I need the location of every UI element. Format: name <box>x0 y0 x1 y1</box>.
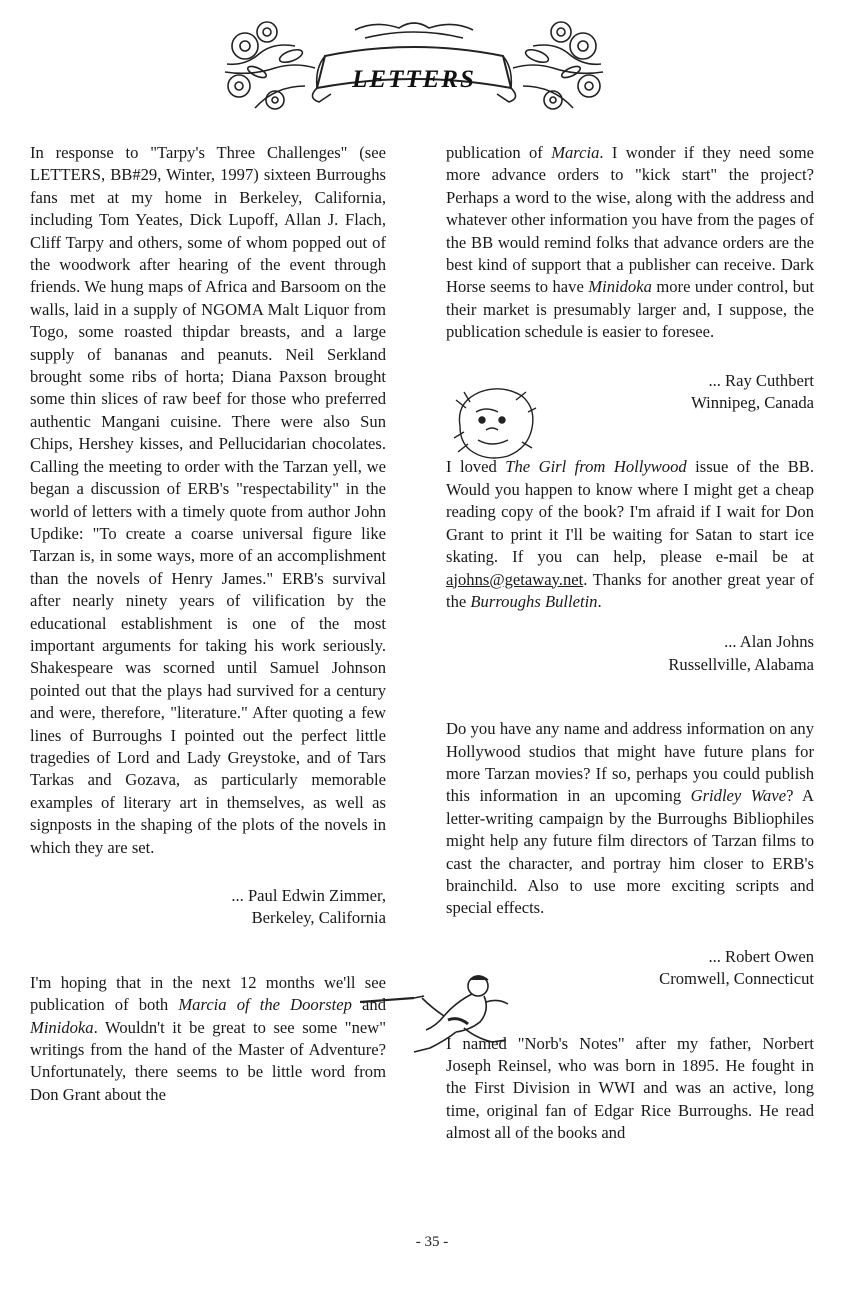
letter-zimmer-body: In response to "Tarpy's Three Challenges" (see LETTERS, BB#29, Winter, 1997) sixteen Burroughs fans met at my home in Berkeley, California, including Tom Yeates, Dick Lupoff, Allan J. Flach, Cliff Tarpy and others, some of whom popped out of the woodwork after hearing of the event through friends. We hung maps of Africa and Barsoom on the walls, laid in a supply of NGOMA Malt Liquor from Togo, some roasted thipdar breasts, and a large supply of bananas and peanuts. Neil Serkland brought some ribs of horta; Diana Paxson brought some thin slices of raw beef for those who preferred authentic Mangani cuisine. There were also Sun Chips, Hershey kisses, and Pellucidarian chocolates. Calling the meeting to order with the Tarzan yell, we began a discussion of ERB's "respectability" in the world of letters with a timely quote from author John Updike: "To create a coarse universal figure like Tarzan is, in some ways, more of an accomplishment than the novels of Henry James." ERB's survival after nearly ninety years of vilification by the educational establishment is one of the most important arguments for taking his work seriously. Shakespeare was scorned until Samuel Johnson pointed out that the plays had survived for a century and were, therefore, "literature." After quoting a few lines of Burroughs I pointed out the perfect little tragedies of Lord and Lady Greystoke, and of Tars Tarkas and Gozava, as particularly memorable examples of literary art in themselves, as well as signposts in the shaping of the plots of the novels in which they are set. <box>30 143 386 857</box>
letter-cuthbert-body-end: publication of Marcia. I wonder if they need some more advance orders to "kick start" the project? Perhaps a word to the wise, along with the address and whatever other information you have from the pages of the BB would remind folks that advance orders are the best kind of support that a publisher can receive. Dark Horse seems to have Minidoka more under control, but their market is presumably larger and, I suppose, the publication schedule is easier to foresee. <box>446 143 815 342</box>
ape-head-icon <box>446 382 538 462</box>
left-column <box>30 142 386 1106</box>
letter-johns-signature: ... Alan Johns <box>724 632 814 652</box>
letter-johns-body: I loved The Girl from Hollywood issue of the BB. Would you happen to know where I might get a cheap reading copy of the book? I'm afraid if I wait for Don Grant to print it I'll be waiting for Satan to start ice skating. If you can help, please e-mail be at ajohns@getaway.net. Thanks for another great year of the Burroughs Bulletin. <box>446 457 814 611</box>
page-number: - 35 - <box>415 1234 449 1250</box>
page-title: LETTERS <box>352 66 476 93</box>
letter-cuthbert-signature: ... Ray Cuthbert <box>708 370 814 390</box>
letter-owen-signature: ... Robert Owen <box>708 946 814 966</box>
letter-owen-body: Do you have any name and address information on any Hollywood studios that might have future plans for more Tarzan movies? If so, perhaps you could publish this information in an upcoming Gridley Wave? A letter-writing campaign by the Burroughs Bibliophiles might help any future film directors of Tarzan films to cast the character, and portray him closer to ERB's brainchild. Also to use more exciting scripts and special effects. <box>446 719 814 918</box>
letter-johns-location: Russellville, Alabama <box>668 654 814 674</box>
letter-cuthbert-location: Winnipeg, Canada <box>691 393 814 413</box>
tarzan-with-knife-icon <box>360 968 520 1056</box>
letter-owen-location: Cromwell, Connecticut <box>659 969 814 989</box>
email-link[interactable]: ajohns@getaway.net <box>446 569 584 589</box>
letter-norbs-notes-body: I named "Norb's Notes" after my father, Norbert Joseph Reinsel, who was born in 1895. He fought in the First Division in WWI and was an active, long time, original fan of Edgar Rice Burroughs. He read almost all of the books and <box>446 1033 814 1143</box>
letter-cuthbert-body-start: I'm hoping that in the next 12 months we'll see publication of both Marcia of the Doorstep and Minidoka. Wouldn't it be great to see some "new" writings from the hand of the Master of Adventure? Unfortunately, there seems to be little word from Don Grant about the <box>30 972 387 1104</box>
letter-zimmer-signature: ... Paul Edwin Zimmer, <box>231 886 386 905</box>
letter-zimmer-location: Berkeley, California <box>251 908 386 928</box>
letters-header <box>215 16 613 116</box>
